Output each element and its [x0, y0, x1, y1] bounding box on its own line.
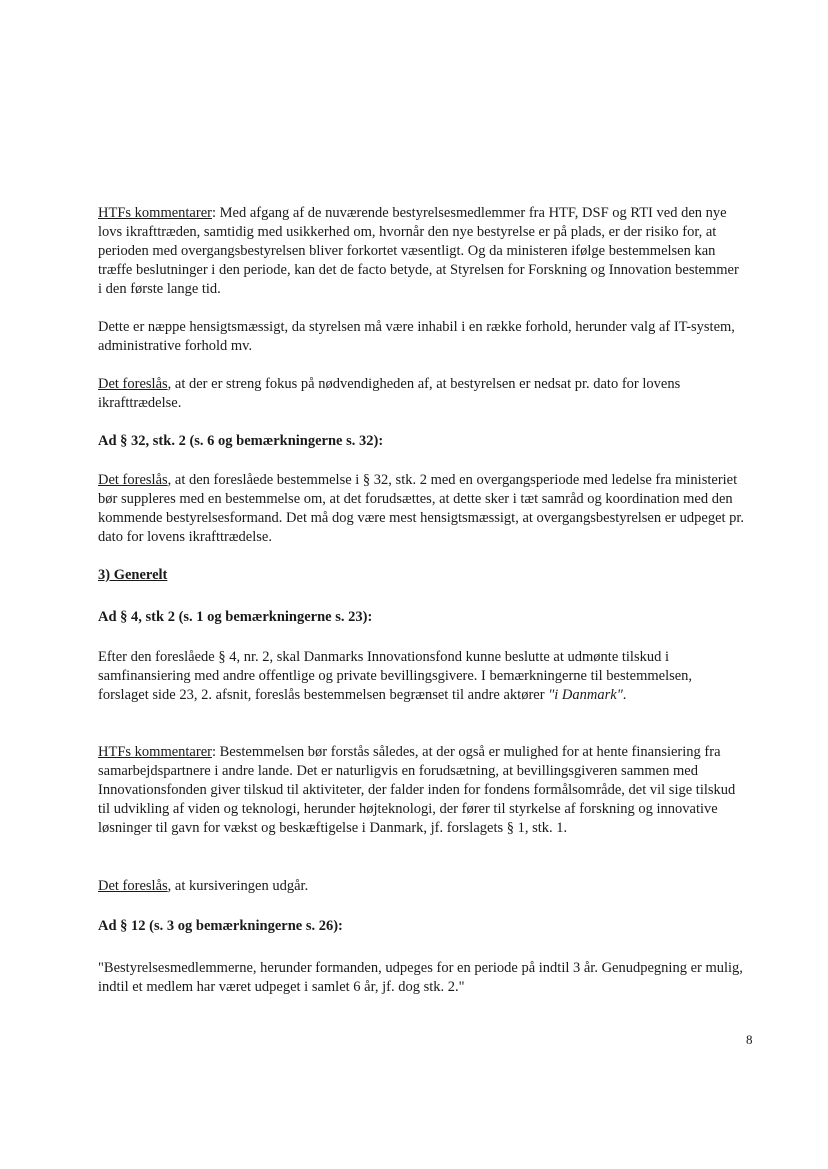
paragraph-text: , at der er streng fokus på nødvendigheden af, at bestyrelsen er nedsat pr. dato for lovens ikrafttrædelse. — [98, 376, 681, 411]
proposal-paragraph-1 — [98, 375, 746, 413]
paragraph-text: Dette er næppe hensigtsmæssigt, da styrelsen må være inhabil i en række forhold, herunder valg af IT-system, administrative forhold mv. — [98, 319, 735, 354]
proposal-label: Det foreslås — [98, 376, 168, 392]
htf-comment-paragraph-1 — [98, 204, 746, 299]
proposal-label: Det foreslås — [98, 878, 168, 894]
paragraph-samfinansiering — [98, 648, 746, 705]
quote-paragraph — [98, 959, 746, 997]
paragraph-text: , at den foreslåede bestemmelse i § 32, stk. 2 med en overgangsperiode med ledelse fra ministeriet bør suppleres med en bestemmelse om, at det forudsættes, at dette sker i tæt samråd og koordination med den kommende bestyrelsesformand. Det må dog være mest hensigtsmæssigt, at overgangsbestyrelsen er udpeget pr. dato for lovens ikrafttrædelse. — [98, 472, 745, 545]
proposal-paragraph-2 — [98, 471, 746, 547]
htf-comment-label: HTFs kommentarer — [98, 205, 212, 221]
proposal-label: Det foreslås — [98, 472, 168, 488]
section-heading-generelt: 3) Generelt — [98, 567, 168, 583]
page-number: 8 — [746, 1032, 753, 1047]
paragraph-inhabil — [98, 318, 746, 356]
paragraph-text: : Med afgang af de nuværende bestyrelsesmedlemmer fra HTF, DSF og RTI ved den nye lovs ikrafttræden, samtidig med usikkerhed om, hvornår den nye bestyrelse er på plads, er der risiko for, at perioden med overgangsbestyrelsen bliver forkortet væsentligt. Og da ministeren ifølge bestemmelsen kan træffe beslutninger i den periode, kan det de facto betyde, at Styrelsen for Forskning og Innovation bestemmer i den første lange tid. — [98, 205, 739, 297]
htf-comment-paragraph-2 — [98, 743, 746, 838]
paragraph-text: "Bestyrelsesmedlemmerne, herunder formanden, udpeges for en periode på indtil 3 år. Genudpegning er mulig, indtil et medlem har været udpeget i samlet 6 år, jf. dog stk. 2." — [98, 960, 743, 995]
section-heading-32-2: Ad § 32, stk. 2 (s. 6 og bemærkningerne s. 32): — [98, 433, 384, 449]
paragraph-text: , at kursiveringen udgår. — [167, 878, 309, 894]
paragraph-end: . — [622, 687, 627, 703]
proposal-paragraph-3 — [98, 877, 746, 896]
paragraph-text: Efter den foreslåede § 4, nr. 2, skal Danmarks Innovationsfond kunne beslutte at udmønte tilskud i samfinansiering med andre offentlige og private bevillingsgivere. I bemærkningerne til bestemmelsen, forslaget side 23, 2. afsnit, foreslås bestemmelsen begrænset til andre aktører — [98, 649, 693, 703]
italic-quote: "i Danmark" — [548, 687, 623, 703]
paragraph-text: : Bestemmelsen bør forstås således, at der også er mulighed for at hente finansiering fra samarbejdspartnere i andre lande. Det er naturligvis en forudsætning, at bevillingsgiveren sammen med Innovationsfonden giver tilskud til aktiviteter, der falder inden for fondens formålsområde, det vil sige tilskud til udvikling af viden og teknologi, herunder højteknologi, der fører til styrkelse af forskning og innovative løsninger til gavn for vækst og beskæftigelse i Danmark, jf. forslagets § 1, stk. 1. — [98, 744, 736, 836]
section-heading-4-2: Ad § 4, stk 2 (s. 1 og bemærkningerne s. 23): — [98, 609, 373, 625]
htf-comment-label: HTFs kommentarer — [98, 744, 212, 760]
section-heading-12: Ad § 12 (s. 3 og bemærkningerne s. 26): — [98, 918, 343, 934]
